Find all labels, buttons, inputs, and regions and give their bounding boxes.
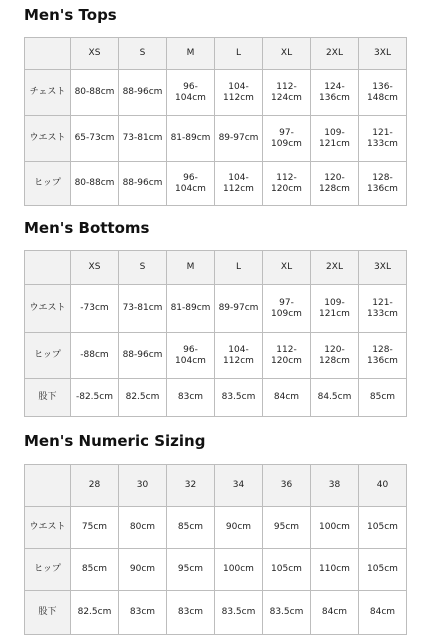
size-value-cell: -88cm [71, 333, 119, 379]
size-value-cell: 105cm [359, 507, 407, 549]
size-value-cell: 75cm [71, 507, 119, 549]
size-value-cell: 104- 112cm [215, 70, 263, 116]
size-header: 40 [359, 465, 407, 507]
corner-cell [25, 38, 71, 70]
size-value-cell: 121- 133cm [359, 285, 407, 333]
size-value-cell: 100cm [215, 549, 263, 591]
row-label: 股下 [25, 591, 71, 635]
size-header: 30 [119, 465, 167, 507]
size-value-cell: 96- 104cm [167, 162, 215, 206]
table-row [25, 591, 407, 635]
size-value-cell: 96- 104cm [167, 333, 215, 379]
table-header-row [25, 465, 407, 507]
size-value-cell: 84.5cm [311, 379, 359, 417]
size-value-cell: 84cm [263, 379, 311, 417]
size-header: L [215, 38, 263, 70]
size-value-cell: 83.5cm [263, 591, 311, 635]
size-value-cell: -73cm [71, 285, 119, 333]
size-value-cell: 136- 148cm [359, 70, 407, 116]
size-header: XS [71, 251, 119, 285]
size-value-cell: 112- 120cm [263, 162, 311, 206]
size-value-cell: 88-96cm [119, 333, 167, 379]
size-value-cell: 83.5cm [215, 379, 263, 417]
size-value-cell: 65-73cm [71, 116, 119, 162]
table-header-row [25, 251, 407, 285]
size-header: 36 [263, 465, 311, 507]
table-row [25, 162, 407, 206]
size-value-cell: 89-97cm [215, 285, 263, 333]
size-value-cell: 83cm [167, 591, 215, 635]
size-header: XS [71, 38, 119, 70]
row-label: ウエスト [25, 285, 71, 333]
size-value-cell: 120- 128cm [311, 333, 359, 379]
table-row [25, 285, 407, 333]
row-label: チェスト [25, 70, 71, 116]
size-value-cell: 81-89cm [167, 285, 215, 333]
size-table-bottoms [24, 250, 407, 417]
corner-cell [25, 251, 71, 285]
size-value-cell: 100cm [311, 507, 359, 549]
size-value-cell: 82.5cm [71, 591, 119, 635]
size-value-cell: 128- 136cm [359, 333, 407, 379]
size-value-cell: 80-88cm [71, 70, 119, 116]
size-header: 2XL [311, 251, 359, 285]
size-header: L [215, 251, 263, 285]
size-header: 28 [71, 465, 119, 507]
size-header: 34 [215, 465, 263, 507]
size-value-cell: -82.5cm [71, 379, 119, 417]
size-value-cell: 95cm [167, 549, 215, 591]
table-row [25, 549, 407, 591]
size-value-cell: 85cm [71, 549, 119, 591]
size-value-cell: 110cm [311, 549, 359, 591]
size-value-cell: 97- 109cm [263, 285, 311, 333]
size-header: 32 [167, 465, 215, 507]
size-value-cell: 80cm [119, 507, 167, 549]
size-value-cell: 104- 112cm [215, 162, 263, 206]
table-row [25, 507, 407, 549]
size-value-cell: 88-96cm [119, 162, 167, 206]
row-label: ヒップ [25, 549, 71, 591]
size-value-cell: 90cm [119, 549, 167, 591]
size-value-cell: 128- 136cm [359, 162, 407, 206]
size-value-cell: 124- 136cm [311, 70, 359, 116]
size-header: S [119, 251, 167, 285]
table-row [25, 379, 407, 417]
section-title-tops: Men's Tops [24, 6, 117, 24]
size-value-cell: 89-97cm [215, 116, 263, 162]
size-value-cell: 104- 112cm [215, 333, 263, 379]
size-value-cell: 85cm [167, 507, 215, 549]
size-value-cell: 84cm [311, 591, 359, 635]
row-label: ウエスト [25, 116, 71, 162]
table-row [25, 116, 407, 162]
size-header: M [167, 38, 215, 70]
size-value-cell: 97- 109cm [263, 116, 311, 162]
size-table-tops [24, 37, 407, 206]
section-title-bottoms: Men's Bottoms [24, 219, 150, 237]
row-label: 股下 [25, 379, 71, 417]
size-header: M [167, 251, 215, 285]
size-value-cell: 105cm [359, 549, 407, 591]
size-header: XL [263, 251, 311, 285]
size-value-cell: 83cm [119, 591, 167, 635]
size-value-cell: 96- 104cm [167, 70, 215, 116]
size-value-cell: 73-81cm [119, 116, 167, 162]
size-value-cell: 85cm [359, 379, 407, 417]
table-header-row [25, 38, 407, 70]
size-header: 3XL [359, 38, 407, 70]
size-value-cell: 81-89cm [167, 116, 215, 162]
size-header: 3XL [359, 251, 407, 285]
size-table-numeric [24, 464, 407, 635]
size-value-cell: 82.5cm [119, 379, 167, 417]
row-label: ウエスト [25, 507, 71, 549]
size-value-cell: 121- 133cm [359, 116, 407, 162]
size-value-cell: 112- 120cm [263, 333, 311, 379]
size-value-cell: 105cm [263, 549, 311, 591]
size-header: 38 [311, 465, 359, 507]
size-value-cell: 88-96cm [119, 70, 167, 116]
section-title-numeric: Men's Numeric Sizing [24, 432, 206, 450]
row-label: ヒップ [25, 333, 71, 379]
size-value-cell: 109- 121cm [311, 116, 359, 162]
table-row [25, 70, 407, 116]
size-value-cell: 90cm [215, 507, 263, 549]
size-header: XL [263, 38, 311, 70]
row-label: ヒップ [25, 162, 71, 206]
size-value-cell: 84cm [359, 591, 407, 635]
size-value-cell: 80-88cm [71, 162, 119, 206]
size-value-cell: 83cm [167, 379, 215, 417]
size-header: S [119, 38, 167, 70]
size-value-cell: 112- 124cm [263, 70, 311, 116]
size-value-cell: 109- 121cm [311, 285, 359, 333]
size-value-cell: 73-81cm [119, 285, 167, 333]
size-value-cell: 95cm [263, 507, 311, 549]
size-value-cell: 120- 128cm [311, 162, 359, 206]
table-row [25, 333, 407, 379]
corner-cell [25, 465, 71, 507]
size-value-cell: 83.5cm [215, 591, 263, 635]
size-header: 2XL [311, 38, 359, 70]
